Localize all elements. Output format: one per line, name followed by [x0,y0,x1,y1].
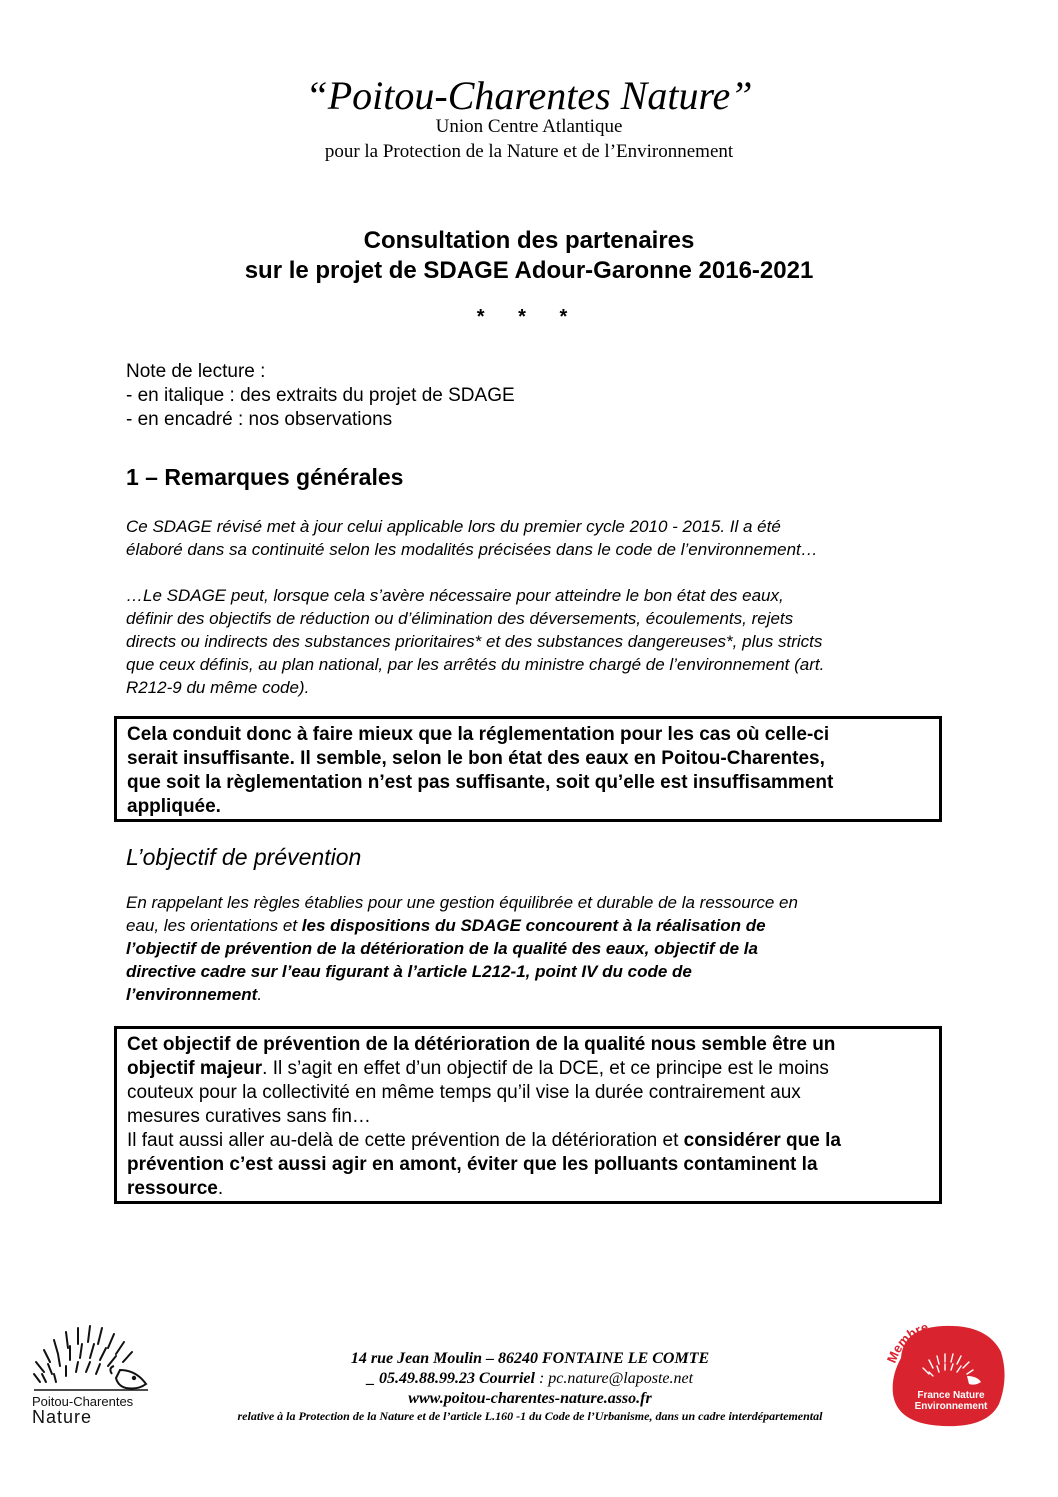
observation-line: appliquée. [127,796,221,817]
section-heading-general-remarks: 1 – Remarques générales [126,464,404,490]
quoted-paragraph [126,584,931,699]
paragraph-line: En rappelant les règles établies pour une gestion équilibrée et durable de la ressource en [126,893,798,912]
paragraph-line: directs ou indirects des substances prioritaires* et des substances dangereuses*, plus stricts [126,632,823,651]
observation-line [127,1129,929,1153]
fne-badge-icon [883,1318,1009,1432]
text-run: . [257,985,263,1004]
logo-text: Nature [32,1407,93,1426]
paragraph-line: Ce SDAGE révisé met à jour celui applicable lors du premier cycle 2010 - 2015. Il a été [126,517,781,536]
paragraph-line: directive cadre sur l’eau figurant à l’article L212-1, point IV du code de [126,962,692,981]
fne-member-badge [883,1318,1009,1432]
hedgehog-icon [28,1316,158,1426]
paragraph-line: R212-9 du même code). [126,678,310,697]
paragraph-line: élaboré dans sa continuité selon les modalités précisées dans le code de l’environnement… [126,540,818,559]
observation-line [127,1057,929,1081]
observation-line: serait insuffisante. Il semble, selon le bon état des eaux en Poitou-Charentes, [127,748,825,769]
quoted-paragraph [126,891,931,1006]
organization-subtitle: Union Centre Atlantique [435,116,623,137]
badge-text-line-2: Environnement [914,1401,988,1412]
observation-line: Cela conduit donc à faire mieux que la réglementation pour les cas où celle-ci [127,724,830,745]
text-run: . [217,1178,224,1199]
paragraph-line: définir des objectifs de réduction ou d’élimination des déversements, écoulements, rejets [126,609,794,628]
footer-email[interactable]: : pc.nature@laposte.net [534,1370,694,1387]
pcn-logo [28,1316,158,1426]
document-title [0,226,1058,286]
reading-note [126,360,515,432]
emphasis-text: considérer que la [683,1130,841,1151]
reading-note-item: - en encadré : nos observations [126,409,393,430]
paragraph-line: …Le SDAGE peut, lorsque cela s’avère nécessaire pour atteindre le bon état des eaux, [126,586,784,605]
logo-text: Poitou-Charentes [32,1394,134,1409]
observation-line: couteux pour la collectivité en même temps qu’il vise la durée contrairement aux [127,1082,801,1103]
observation-line: que soit la règlementation n’est pas suffisante, soit qu’elle est insuffisamment [127,772,834,793]
separator-stars: * * * [476,306,582,328]
observation-line: prévention c’est aussi agir en amont, éviter que les polluants contaminent la [127,1154,818,1175]
observation-line: Cet objectif de prévention de la détérioration de la qualité nous semble être un [127,1034,836,1055]
observation-box [114,1026,942,1204]
observation-line [127,1177,929,1201]
footer-address: 14 rue Jean Moulin – 86240 FONTAINE LE COMTE [350,1350,710,1367]
reading-note-heading: Note de lecture : [126,361,266,382]
document-title-line-1: Consultation des partenaires [363,227,695,254]
footer-legal: relative à la Protection de la Nature et de l’article L.160 -1 du Code de l’Urbanisme, dans un cadre interdépartemental [237,1409,823,1423]
footer-website[interactable]: www.poitou-charentes-nature.asso.fr [408,1390,652,1407]
badge-text-line-1: France Nature [917,1390,985,1401]
emphasis-text: ressource [127,1178,218,1199]
paragraph-line [126,983,931,1006]
document-title-line-2: sur le projet de SDAGE Adour-Garonne 2016-2021 [244,257,814,284]
text-run: . Il s’agit en effet d’un objectif de la DCE, et ce principe est le moins [262,1058,829,1079]
paragraph-line [126,914,931,937]
quoted-paragraph [126,515,931,561]
reading-note-item: - en italique : des extraits du projet de SDAGE [126,385,515,406]
paragraph-line: que ceux définis, au plan national, par les arrêtés du ministre chargé de l’environnement (art. [126,655,825,674]
organization-title: “Poitou-Charentes Nature” [305,73,753,118]
footer-contact [170,1370,890,1388]
observation-line: mesures curatives sans fin… [127,1106,371,1127]
footer-courriel-label: Courriel [478,1370,535,1387]
text-run: Il faut aussi aller au-delà de cette prévention de la détérioration et [127,1130,684,1151]
badge-member-text: Membre [883,1319,930,1365]
emphasis-text: les dispositions du SDAGE concourent à la réalisation de [301,916,766,935]
emphasis-text: objectif majeur [127,1058,263,1079]
organization-subtitle-2: pour la Protection de la Nature et de l’Environnement [324,141,734,162]
paragraph-line: l’objectif de prévention de la détérioration de la qualité des eaux, objectif de la [126,939,758,958]
text-run: eau, les orientations et [126,916,302,935]
emphasis-text: l’environnement [126,985,258,1004]
footer-phone: _ 05.49.88.99.23 [366,1370,479,1387]
observation-box [114,716,942,822]
section-heading-prevention: L’objectif de prévention [126,844,362,870]
